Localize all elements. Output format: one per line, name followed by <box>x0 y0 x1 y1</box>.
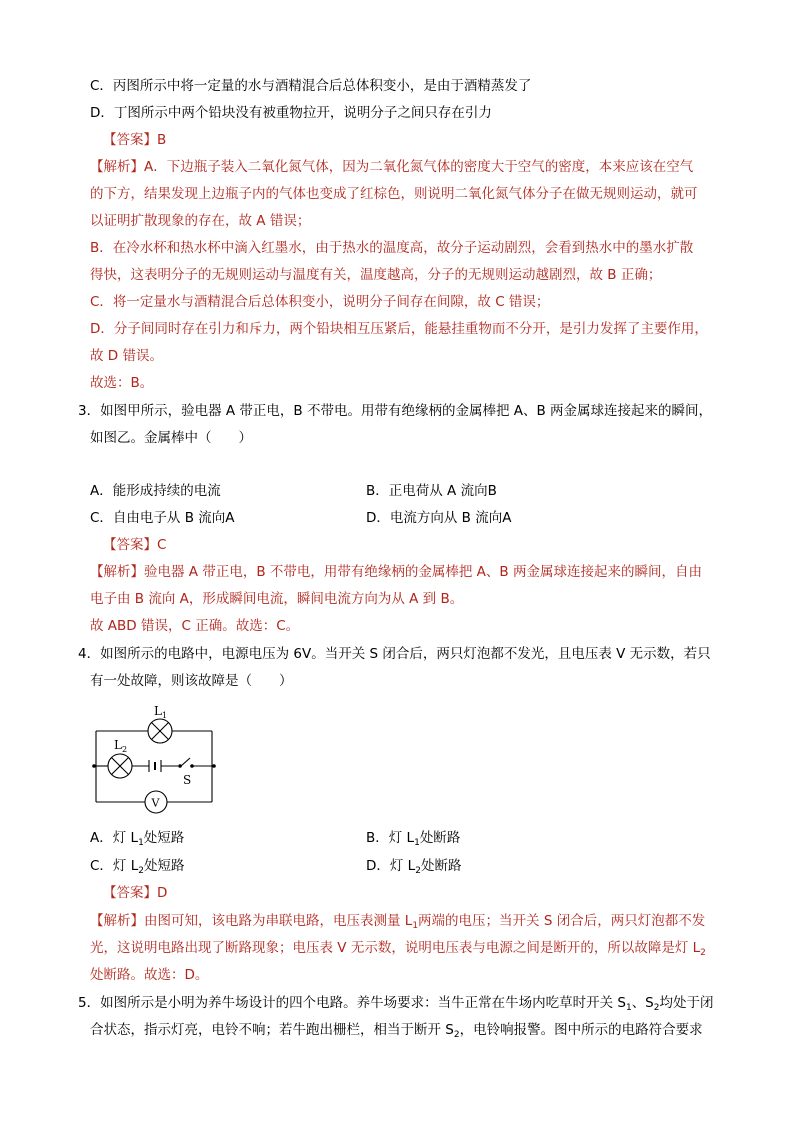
q2-option-c: C．丙图所示中将一定量的水与酒精混合后总体积变小，是由于酒精蒸发了 <box>90 78 532 94</box>
answer-value: D <box>157 885 168 901</box>
q4-option-d: D．灯 $L_2$处断路 <box>366 858 462 876</box>
lamp1-label: $L_1$ <box>154 704 168 720</box>
answer-value: C <box>157 537 167 553</box>
q4-option-c: C．灯 $L_2$处短路 <box>90 858 185 876</box>
q2-analysis-line-2: 的下方，结果发现上边瓶子内的气体也变成了红棕色，则说明二氧化氮气体分子在做无规则运动，就可 <box>90 186 698 202</box>
q3-option-a: A．能形成持续的电流 <box>90 483 221 499</box>
answer-value: B <box>157 132 167 148</box>
analysis-text: 验电器 A 带正电，B 不带电，用带有绝缘柄的金属棒把 A、B 两金属球连接起来的瞬间，自由 <box>144 564 702 580</box>
q2-option-d: D．丁图所示中两个铅块没有被重物拉开，说明分子之间只存在引力 <box>90 105 492 121</box>
q2-analysis-line-3: 以证明扩散现象的存在，故 A 错误； <box>90 213 311 229</box>
q4-stem-line-1: 4．如图所示的电路中，电源电压为 6V。当开关 S 闭合后，两只灯泡都不发光，且电压表 V 无示数，若只 <box>78 646 711 662</box>
answer-label: 【答案】 <box>103 885 157 901</box>
q3-analysis-line-1 <box>90 562 702 582</box>
q3-option-d: D．电流方向从 B 流向A <box>366 510 512 526</box>
q2-analysis-line-1 <box>90 157 693 177</box>
q2-conclusion: 故选：B。 <box>90 375 154 391</box>
q4-option-a: A．灯 $L_1$处短路 <box>90 830 185 848</box>
q3-stem-line-1: 3．如图甲所示，验电器 A 带正电，B 不带电。用带有绝缘柄的金属棒把 A、B 两金属球连接起来的瞬间， <box>78 403 713 419</box>
q4-stem-line-2: 有一处故障，则该故障是（ ） <box>90 673 293 689</box>
analysis-label: 【解析】 <box>90 913 144 929</box>
lamp2-label: $L_2$ <box>114 738 128 754</box>
q4-analysis-line-2: 光，这说明电路出现了断路现象；电压表 V 无示数，说明电压表与电源之间是断开的，所以故障是灯 $L_2$ <box>90 940 706 958</box>
q2-analysis-line-4: B．在冷水杯和热水杯中滴入红墨水，由于热水的温度高，故分子运动剧烈，会看到热水中的墨水扩散 <box>90 240 694 256</box>
circuit-diagram <box>88 698 224 818</box>
analysis-label: 【解析】 <box>90 159 144 175</box>
analysis-text: A．下边瓶子装入二氧化氮气体，因为二氧化氮气体的密度大于空气的密度，本来应该在空气 <box>144 159 694 175</box>
q3-analysis-line-3: 故 ABD 错误，C 正确。故选：C。 <box>90 618 300 634</box>
q5-stem-line-2: 合状态，指示灯亮，电铃不响；若牛跑出栅栏，相当于断开 $S_2$，电铃响报警。图中所示的电路符合要求 <box>90 1022 703 1040</box>
answer-label: 【答案】 <box>103 537 157 553</box>
q5-stem-line-1: 5．如图所示是小明为养牛场设计的四个电路。养牛场要求：当牛正常在牛场内吃草时开关 $S_1$、$S_2$均处于闭 <box>78 995 714 1013</box>
q4-answer <box>103 883 167 903</box>
q4-option-b: B．灯 $L_1$处断路 <box>366 830 461 848</box>
analysis-label: 【解析】 <box>90 564 144 580</box>
q3-analysis-line-2: 电子由 B 流向 A，形成瞬间电流，瞬间电流方向为从 A 到 B。 <box>90 591 464 607</box>
q2-analysis-line-8: 故 D 错误。 <box>90 348 163 364</box>
q3-stem-line-2: 如图乙。金属棒中（ ） <box>90 430 252 446</box>
q3-option-c: C．自由电子从 B 流向A <box>90 510 235 526</box>
voltmeter-label: V <box>151 796 160 810</box>
answer-label: 【答案】 <box>103 132 157 148</box>
q2-analysis-line-7: D．分子间同时存在引力和斥力，两个铅块相互压紧后，能悬挂重物而不分开，是引力发挥了主要作用， <box>90 321 708 337</box>
q3-answer <box>103 535 166 555</box>
switch-label: S <box>183 773 192 787</box>
q4-analysis-line-1: 【解析】由图可知，该电路为串联电路，电压表测量 $L_1$两端的电压；当开关 S 闭合后，两只灯泡都不发 <box>90 913 706 931</box>
q2-answer <box>103 130 166 150</box>
q4-analysis-line-3: 处断路。故选：D。 <box>90 967 209 983</box>
q2-analysis-line-5: 得快，这表明分子的无规则运动与温度有关，温度越高，分子的无规则运动越剧烈，故 B 正确； <box>90 267 662 283</box>
q3-option-b: B．正电荷从 A 流向B <box>366 483 497 499</box>
q2-analysis-line-6: C．将一定量水与酒精混合后总体积变小，说明分子间存在间隙，故 C 错误； <box>90 294 550 310</box>
